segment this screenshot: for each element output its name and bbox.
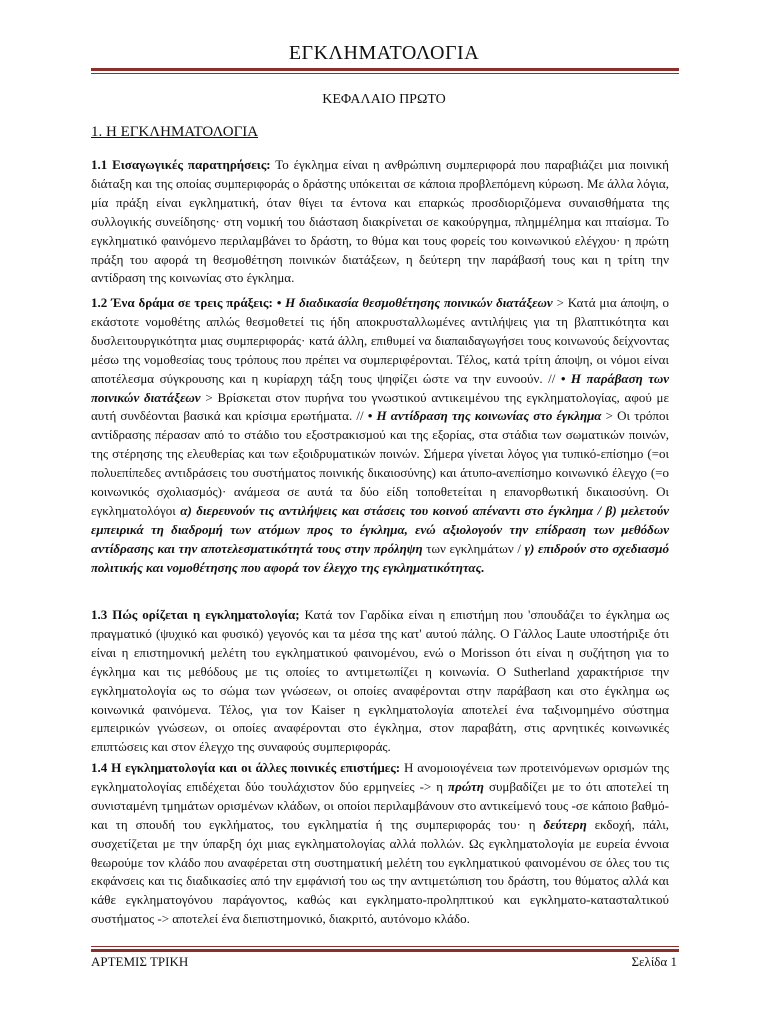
- bold-italic-phrase: δεύτερη: [543, 816, 587, 832]
- paragraph-1-3: [91, 606, 669, 757]
- bold-italic-phrase: α) διερευνούν τις αντιλήψεις και στάσεις του κοινού απέναντι στο έγκλημα / β) μελετούν εμπειρικά τη διαδρομή των ατόμων προς το έγκλημα, ενώ αξιολογούν την επίδραση των μεθόδων αντίδρασης και την αποτελεσματικότητά τους στην πρόληψη: [91, 502, 669, 556]
- chapter-heading: ΚΕΦΑΛΑΙΟ ΠΡΩΤΟ: [322, 92, 446, 107]
- paragraph-text: Η ανομοιογένεια των προτεινόμενων ορισμών της εγκληματολογίας επιδέχεται δύο τουλάχιστον δύο ερμηνείες -> η: [91, 760, 669, 794]
- paragraph-1-2: [91, 294, 669, 578]
- bold-italic-phrase: • Η παράβαση των ποινικών διατάξεων: [91, 370, 669, 405]
- page-header-title: ΕΓΚΛΗΜΑΤΟΛΟΓΙΑ: [288, 42, 480, 64]
- paragraph-heading: 1.4 Η εγκληματολογία και οι άλλες ποινικές επιστήμες:: [91, 760, 401, 775]
- paragraph-text: > Βρίσκεται στον πυρήνα του γνωστικού αντικειμένου της εγκληματολογίας, αφού με αυτή συνδέονται βασικά και κρίσιμα ερωτήματα. //: [91, 389, 669, 424]
- paragraph-text: Κατά τον Γαρδίκα είναι η επιστήμη που 'σπουδάζει το έγκλημα ως πραγματικό (ψυχικό και φυσικό) γεγονός και τα μέσα της κατ' αυτού πάλης. Ο Γάλλος Laute υποστήριξε ότι είναι η επιστημονική μελέτη του εγκληματικού φαινομένου, ενώ ο Morisson ότι είναι η συζήτηση για το έγκλημα και τις μεθόδους με τις οποίες το αντιμετωπίζει η κοινωνία. Ο Sutherland χαρακτήρισε την εγκληματολογία ως το σώμα των γνώσεων, οι οποίες αναφέρονται στην παράβαση και στο έγκλημα ως κοινωνικά φαινόμενα. Τέλος, για τον Kaiser η εγκληματολογία αποτελεί ένα ταξινομημένο σύστημα εμπειρικών γνώσεων, οι οποίες αναφέρονται στο έγκλημα, στον παραβάτη, στις αρνητικές κοινωνικές επιπτώσεις και στον έλεγχο της συναφούς συμπεριφοράς.: [91, 607, 669, 755]
- paragraph-text: Το έγκλημα είναι η ανθρώπινη συμπεριφορά που παραβιάζει μια ποινική διάταξη και της οποίας συμπεριφοράς ο δράστης υπόκειται σε κάποια προβλεπόμενη κύρωση. Με άλλα λόγια, μία πράξη είναι εγκληματική, όταν θίγει τα έντονα και επαρκώς προσδιοριζόμενα συναισθήματα της συλλογικής συνείδησης· στη νομική του διάσταση διακρίνεται σε κακούργημα, πλημμέλημα και πταίσμα. Το εγκληματικό φαινόμενο περιλαμβάνει το δράστη, το θύμα και τους φορείς του κοινωνικού ελέγχου· η πρώτη πράξη του αφορά τη θεσμοθέτηση ποινικών διατάξεων, η δεύτερη την παράβασή τους και η τρίτη την αντίδραση της κοινωνίας στο έγκλημα.: [91, 157, 669, 286]
- paragraph-text: > Οι τρόποι αντίδρασης πέρασαν από το στάδιο του εξοστρακισμού και της εξορίας, στα στάδια των σωματικών ποινών, της στέρησης της ελευθερίας και των εξοιδρυματικών ποινών. Σήμερα γίνεται λόγος για τυπικό-επίσημο (=οι πολυεπίπεδες αντιδράσεις του συστήματος ποινικής δικαιοσύνης) και άτυπο-ανεπίσημο κοινωνικό έλεγχο (=ο κοινωνικός σχολιασμός)· ανάμεσα σε αυτά τα δύο είδη τοποθετείται η επανορθωτική δικαιοσύνη. Οι εγκληματολόγοι: [91, 408, 669, 518]
- paragraph-text: συμβαδίζει με το ότι αποτελεί τη συνισταμένη τμημάτων ορισμένων κλάδων, οι οποίοι περιλαμβάνουν στο αντικείμενό τους -σε κάποιο βαθμό- και τη σπουδή του εγκλήματος, του εγκληματία ή της συμπεριφοράς του· η: [91, 778, 669, 832]
- footer-divider-thick: [91, 949, 679, 952]
- bold-italic-phrase: • Η αντίδραση της κοινωνίας στο έγκλημα: [363, 408, 602, 424]
- footer-author: ΑΡΤΕΜΙΣ ΤΡΙΚΗ: [91, 954, 189, 969]
- paragraph-text: > Κατά μια άποψη, ο εκάστοτε νομοθέτης απλώς θεσμοθετεί τις ήδη αποκρυσταλλωμένες αντιλήψεις για τη βλαπτικότητα και δυσλειτουργικότητα μιας συμπεριφοράς· κατά άλλη, επιθυμεί να διαπαιδαγωγήσει τους κοινωνούς δείχνοντας μέσω της νομοθεσίας τους τρόπους που πρέπει να συμπεριφέρονται. Τέλος, κατά τρίτη άποψη, οι νόμοι είναι αποτέλεσμα σύγκρουσης και η κυρίαρχη τάξη τους ψηφίζει ώστε να την ευνοούν. //: [91, 295, 669, 386]
- paragraph-heading: 1.2 Ένα δράμα σε τρεις πράξεις:: [91, 295, 273, 310]
- footer-page-number: Σελίδα 1: [631, 954, 677, 969]
- paragraph-1-4: [91, 759, 669, 929]
- header-divider-thick: [91, 68, 679, 71]
- paragraph-heading: 1.1 Εισαγωγικές παρατηρήσεις:: [91, 157, 271, 172]
- paragraph-heading: 1.3 Πώς ορίζεται η εγκληματολογία;: [91, 607, 300, 622]
- paragraph-text: εκδοχή, πάλι, συσχετίζεται με την ύπαρξη όχι μιας εγκληματολογίας αλλά πολλών. Ως εγκληματολογία με ευρεία έννοια θεωρούμε τον κλάδο που αναφέρεται στη συστηματική μελέτη του εγκληματικού φαινομένου σε όλες του τις εκφάνσεις και τις διαδικασίες από την εμφάνισή του ως την αντιμετώπιση του δράστη, του θύματος αλλά και κάθε εγκληματογόνου παράγοντος, καθώς και εγκληματο-προληπτικού και εγκληματο-κατασταλτικού συστήματος -> αποτελεί ένα διεπιστημονικό, διακριτό, αυτόνομο κλάδο.: [91, 816, 669, 927]
- bold-italic-phrase: • Η διαδικασία θεσμοθέτησης ποινικών διατάξεων: [272, 295, 553, 310]
- paragraph-text: των εγκλημάτων /: [422, 540, 525, 556]
- bold-italic-phrase: γ) επιδρούν στο σχεδιασμό πολιτικής και νομοθέτησης που αφορά τον έλεγχο της εγκληματικότητας.: [91, 540, 670, 575]
- paragraph-1-1: [91, 156, 669, 288]
- bold-italic-phrase: πρώτη: [448, 778, 484, 794]
- section-title: 1. Η ΕΓΚΛΗΜΑΤΟΛΟΓΙΑ: [91, 124, 259, 140]
- header-divider-thin: [91, 73, 679, 74]
- footer-divider-thin: [91, 946, 679, 947]
